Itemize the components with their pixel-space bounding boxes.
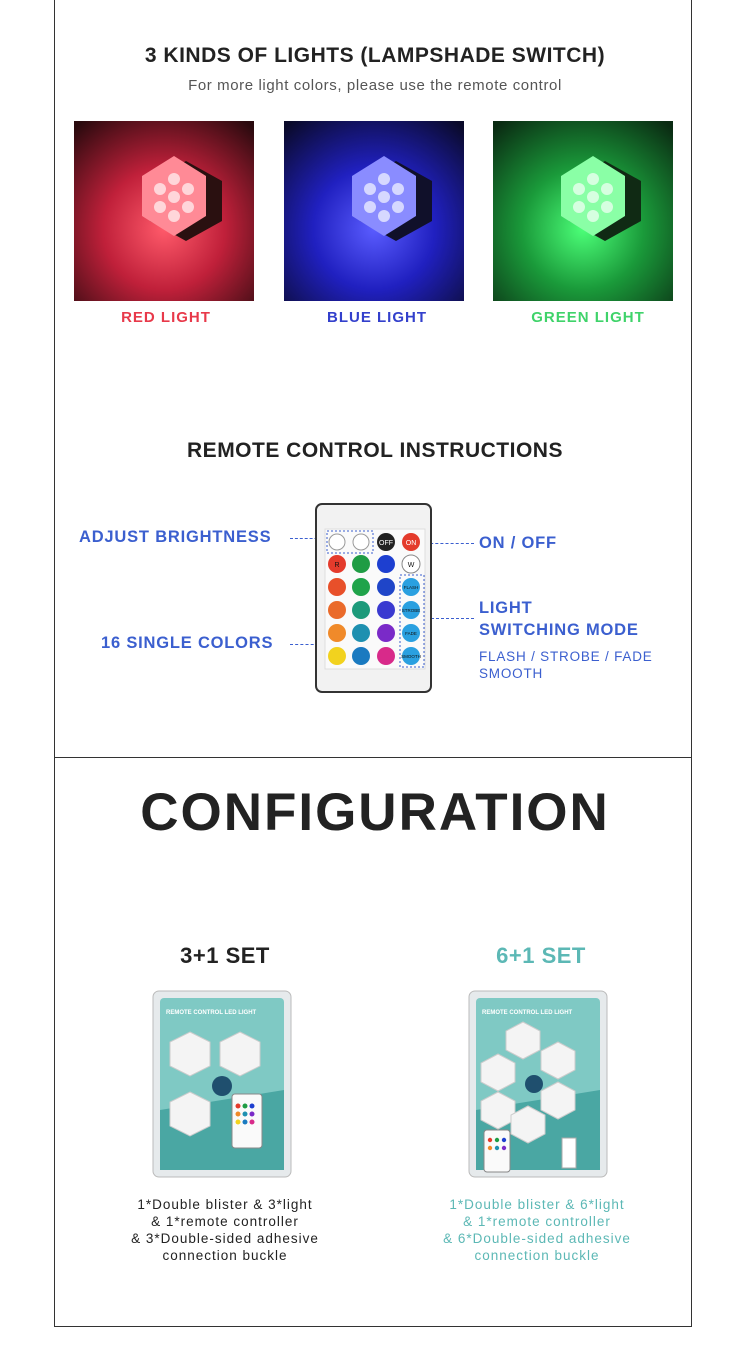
- set-6plus1-package-label: REMOTE CONTROL LED LIGHT: [482, 1010, 573, 1016]
- remote-control-image: [315, 503, 432, 693]
- set-3plus1-package-image: [152, 990, 292, 1183]
- set-6plus1-title: 6+1 SET: [496, 943, 586, 968]
- set-6plus1-desc-line: 1*Double blister & 6*light: [449, 1197, 625, 1212]
- green-light-photo: [493, 121, 673, 301]
- set-3plus1-title: 3+1 SET: [180, 943, 270, 968]
- label-light-mode-2: SWITCHING MODE: [479, 621, 639, 639]
- remote-smooth-key: SMOOTH: [401, 654, 421, 659]
- label-adjust-brightness: ADJUST BRIGHTNESS: [79, 528, 272, 546]
- label-mode-detail-1: FLASH / STROBE / FADE: [479, 649, 653, 664]
- remote-strobe-key: STROBE: [401, 608, 421, 613]
- set-3plus1-desc-line: & 1*remote controller: [151, 1214, 299, 1229]
- red-light-photo: [74, 121, 254, 301]
- label-mode-detail-2: SMOOTH: [479, 666, 544, 681]
- label-light-mode-1: LIGHT: [479, 599, 533, 617]
- lights-subtitle: For more light colors, please use the remote control: [188, 77, 562, 94]
- remote-fade-key: FADE: [405, 631, 417, 636]
- set-6plus1-description: [397, 1196, 677, 1264]
- remote-flash-key: FLASH: [403, 585, 419, 590]
- set-6plus1-package-image: [468, 990, 608, 1183]
- label-single-colors: 16 SINGLE COLORS: [101, 634, 274, 652]
- configuration-title: CONFIGURATION: [140, 783, 610, 842]
- set-3plus1-desc-line: 1*Double blister & 3*light: [137, 1197, 313, 1212]
- set-3plus1-desc-line: connection buckle: [162, 1248, 288, 1263]
- leader-mode: [426, 618, 474, 619]
- blue-light-photo: [284, 121, 464, 301]
- remote-r-key: R: [334, 562, 340, 569]
- label-on-off: ON / OFF: [479, 534, 557, 552]
- lights-title: 3 KINDS OF LIGHTS (LAMPSHADE SWITCH): [144, 44, 606, 67]
- remote-on-key: ON: [405, 540, 417, 547]
- blue-light-caption: BLUE LIGHT: [327, 309, 427, 326]
- remote-w-key: W: [407, 562, 415, 569]
- set-6plus1-desc-line: & 6*Double-sided adhesive: [443, 1231, 631, 1246]
- green-light-caption: GREEN LIGHT: [531, 309, 645, 326]
- remote-title: REMOTE CONTROL INSTRUCTIONS: [187, 439, 563, 462]
- set-3plus1-description: [85, 1196, 365, 1264]
- red-light-caption: RED LIGHT: [121, 309, 211, 326]
- set-3plus1-desc-line: & 3*Double-sided adhesive: [131, 1231, 319, 1246]
- set-6plus1-desc-line: connection buckle: [474, 1248, 600, 1263]
- remote-off-key: OFF: [379, 540, 393, 547]
- set-6plus1-desc-line: & 1*remote controller: [463, 1214, 611, 1229]
- set-3plus1-package-label: REMOTE CONTROL LED LIGHT: [166, 1010, 257, 1016]
